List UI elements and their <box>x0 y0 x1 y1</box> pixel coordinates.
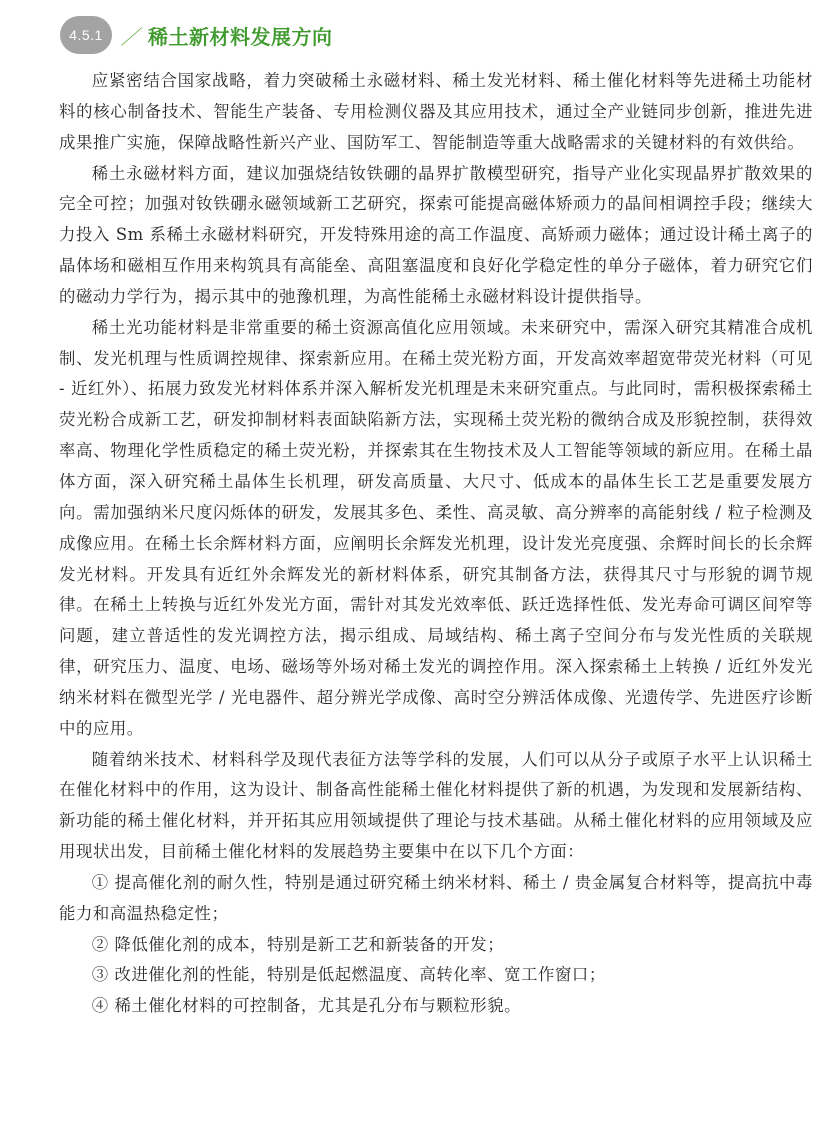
slash-divider-icon: ／ <box>120 26 144 49</box>
paragraph: 随着纳米技术、材料科学及现代表征方法等学科的发展，人们可以从分子或原子水平上认识稀土在催化材料中的作用，这为设计、制备高性能稀土催化材料提供了新的机遇，为发现和发展新结构、新功能的稀土催化材料，并开拓其应用领域提供了理论与技术基础。从稀土催化材料的应用领域及应用现状出发，目前稀土催化材料的发展趋势主要集中在以下几个方面： <box>59 749 813 862</box>
list-item: ③ 改进催化剂的性能，特别是低起燃温度、高转化率、宽工作窗口； <box>91 965 606 985</box>
section-header <box>60 16 333 54</box>
body-text <box>59 66 813 1022</box>
list-item: ① 提高催化剂的耐久性，特别是通过研究稀土纳米材料、稀土 / 贵金属复合材料等，提高抗中毒能力和高温热稳定性； <box>59 872 813 923</box>
paragraph: 应紧密结合国家战略，着力突破稀土永磁材料、稀土发光材料、稀土催化材料等先进稀土功能材料的核心制备技术、智能生产装备、专用检测仪器及其应用技术，通过全产业链同步创新，推进先进成果推广实施，保障战略性新兴产业、国防军工、智能制造等重大战略需求的关键材料的有效供给。 <box>59 71 813 152</box>
paragraph: 稀土永磁材料方面，建议加强烧结钕铁硼的晶界扩散模型研究，指导产业化实现晶界扩散效果的完全可控；加强对钕铁硼永磁领域新工艺研究，探索可能提高磁体矫顽力的晶间相调控手段；继续大力投入 Sm 系稀土永磁材料研究，开发特殊用途的高工作温度、高矫顽力磁体；通过设计稀土离子的晶体场和磁相互作用来构筑具有高能垒、高阻塞温度和良好化学稳定性的单分子磁体，着力研究它们的磁动力学行为，揭示其中的弛豫机理，为高性能稀土永磁材料设计提供指导。 <box>59 163 813 306</box>
list-item: ④ 稀土催化材料的可控制备，尤其是孔分布与颗粒形貌。 <box>91 996 522 1016</box>
list-item: ② 降低催化剂的成本，特别是新工艺和新装备的开发； <box>91 934 505 954</box>
paragraph: 稀土光功能材料是非常重要的稀土资源高值化应用领域。未来研究中，需深入研究其精准合成机制、发光机理与性质调控规律、探索新应用。在稀土荧光粉方面，开发高效率超宽带荧光材料（可见 - 近红外）、拓展力致发光材料体系并深入解析发光机理是未来研究重点。与此同时，需积极探索稀土荧光粉合成新工艺，研发抑制材料表面缺陷新方法，实现稀土荧光粉的微纳合成及形貌控制，获得效率高、物理化学性质稳定的稀土荧光粉，并探索其在生物技术及人工智能等领域的新应用。在稀土晶体方面，深入研究稀土晶体生长机理，研发高质量、大尺寸、低成本的晶体生长工艺是重要发展方向。需加强纳米尺度闪烁体的研发，发展其多色、柔性、高灵敏、高分辨率的高能射线 / 粒子检测及成像应用。在稀土长余辉材料方面，应阐明长余辉发光机理，设计发光亮度强、余辉时间长的长余辉发光材料。开发具有近红外余辉发光的新材料体系，研究其制备方法，获得其尺寸与形貌的调节规律。在稀土上转换与近红外发光方面，需针对其发光效率低、跃迁选择性低、发光寿命可调区间窄等问题，建立普适性的发光调控方法，揭示组成、局域结构、稀土离子空间分布与发光性质的关联规律，研究压力、温度、电场、磁场等外场对稀土发光的调控作用。深入探索稀土上转换 / 近红外发光纳米材料在微型光学 / 光电器件、超分辨光学成像、高时空分辨活体成像、光遗传学、先进医疗诊断中的应用。 <box>59 317 813 738</box>
section-number-badge: 4.5.1 <box>60 16 112 54</box>
section-title: 稀土新材料发展方向 <box>148 24 333 49</box>
